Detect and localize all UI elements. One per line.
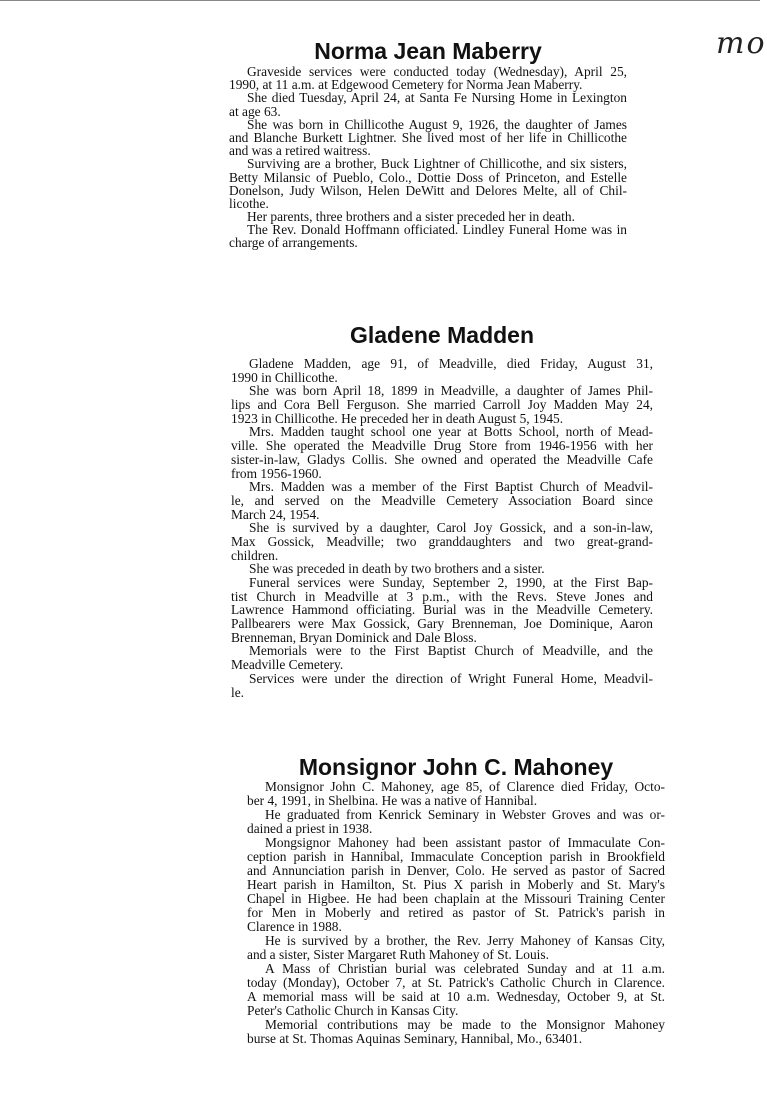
text-line: Mrs. Madden was a member of the First Baptist Church of Meadvil-: [249, 479, 653, 495]
obituary-body: [231, 357, 653, 699]
text-line: Heart parish in Hamilton, St. Pius X parish in Moberly and St. Mary's: [247, 877, 665, 892]
obituary-title: Norma Jean Maberry: [314, 38, 542, 64]
text-line: ville. She operated the Meadville Drug Store from 1946-1956 with her: [231, 438, 653, 454]
paragraph: [231, 480, 653, 521]
text-line: ception parish in Hannibal, Immaculate Conception parish in Brookfield: [247, 849, 665, 864]
text-line: from 1956-1960.: [231, 465, 322, 481]
text-line: today (Monday), October 7, at St. Patrick's Catholic Church in Clarence.: [247, 975, 665, 990]
text-line: 1990, at 11 a.m. at Edgewood Cemetery for Norma Jean Maberry.: [229, 77, 583, 93]
text-line: She was born April 18, 1899 in Meadville, a daughter of James Phil-: [249, 383, 653, 399]
text-line: Her parents, three brothers and a sister preceded her in death.: [247, 209, 575, 225]
text-line: Funeral services were Sunday, September 2, 1990, at the First Bap-: [249, 575, 653, 590]
obituary-title: Gladene Madden: [349, 322, 535, 348]
text-line: She is survived by a daughter, Carol Joy Gossick, and a son-in-law,: [249, 520, 653, 536]
text-line: and a sister, Sister Margaret Ruth Mahoney of St. Louis.: [247, 947, 549, 962]
text-line: Chapel in Higbee. He had been chaplain at the Missouri Training Center: [247, 891, 665, 906]
obituary-body: [247, 780, 665, 1046]
text-line: She was born in Chillicothe August 9, 1926, the daughter of James: [247, 116, 627, 132]
text-line: ber 4, 1991, in Shelbina. He was a native of Hannibal.: [247, 793, 538, 808]
text-line: le.: [231, 684, 245, 700]
text-line: dained a priest in 1938.: [247, 821, 373, 836]
text-line: sister-in-law, Gladys Collis. She owned and operated the Meadville Cafe: [231, 451, 653, 467]
paragraph: [247, 934, 665, 962]
text-line: Max Gossick, Meadville; two granddaughters and two great-grand-: [231, 533, 653, 549]
text-line: Mrs. Madden taught school one year at Botts School, north of Mead-: [249, 424, 653, 440]
page-top-border: [0, 0, 760, 1]
obituary-gladene-madden: [231, 322, 653, 699]
text-line: Monsignor John C. Mahoney, age 85, of Clarence died Friday, Octo-: [265, 779, 665, 794]
paragraph: [231, 425, 653, 480]
text-line: Mongsignor Mahoney had been assistant pastor of Immaculate Con-: [265, 835, 665, 850]
text-line: Brenneman, Bryan Dominick and Dale Bloss.: [231, 629, 477, 645]
text-line: and Annunciation parish in Denver, Colo. He served as pastor of Sacred: [247, 863, 665, 878]
paragraph: [229, 223, 627, 249]
obituary-john-c-mahoney: [247, 754, 665, 1046]
text-line: A Mass of Christian burial was celebrated Sunday and at 11 a.m.: [265, 961, 665, 976]
paragraph: [231, 521, 653, 562]
text-line: He graduated from Kenrick Seminary in Webster Groves and was or-: [265, 807, 665, 822]
text-line: Graveside services were conducted today (Wednesday), April 25,: [247, 64, 627, 79]
text-line: children.: [231, 547, 279, 563]
paragraph: [247, 780, 665, 808]
paragraph: [229, 118, 627, 158]
text-line: A memorial mass will be said at 10 a.m. Wednesday, October 9, at St.: [247, 989, 665, 1004]
text-line: Clarence in 1988.: [247, 919, 342, 934]
text-line: Betty Milansic of Pueblo, Colo., Dottie Doss of Princeton, and Estelle: [229, 169, 627, 185]
text-line: licothe.: [229, 195, 269, 211]
paragraph: [231, 672, 653, 699]
text-line: Donelson, Judy Wilson, Helen DeWitt and Delores Melte, all of Chil-: [229, 182, 627, 198]
paragraph: [247, 836, 665, 934]
text-line: lips and Cora Bell Ferguson. She married Carroll Joy Madden May 24,: [231, 397, 653, 413]
paragraph: [231, 576, 653, 644]
text-line: Memorials were to the First Baptist Church of Meadville, and the: [249, 643, 653, 659]
text-line: and Blanche Burkett Lightner. She lived most of her life in Chillicothe: [229, 129, 627, 145]
paragraph: [247, 1018, 665, 1046]
obituary-title: Monsignor John C. Mahoney: [298, 754, 614, 780]
paragraph: [231, 562, 653, 576]
text-line: le, and served on the Meadville Cemetery Association Board since: [231, 492, 653, 508]
paragraph: [247, 808, 665, 836]
text-line: Lawrence Hammond officiating. Burial was in the Meadville Cemetery.: [231, 602, 653, 618]
handwritten-note: mo: [716, 26, 767, 61]
text-line: She was preceded in death by two brothers and a sister.: [249, 561, 545, 577]
text-line: burse at St. Thomas Aquinas Seminary, Hannibal, Mo., 63401.: [247, 1031, 583, 1046]
text-line: Meadville Cemetery.: [231, 657, 344, 673]
text-line: charge of arrangements.: [229, 235, 358, 251]
paragraph: [229, 91, 627, 117]
text-line: He is survived by a brother, the Rev. Jerry Mahoney of Kansas City,: [265, 933, 665, 948]
paragraph: [231, 357, 653, 384]
text-line: Peter's Catholic Church in Kansas City.: [247, 1003, 459, 1018]
paragraph: [229, 157, 627, 210]
text-line: Surviving are a brother, Buck Lightner of Chillicothe, and six sisters,: [247, 156, 627, 172]
text-line: Memorial contributions may be made to the Monsignor Mahoney: [265, 1017, 665, 1032]
obituary-body: [229, 65, 627, 250]
text-line: She died Tuesday, April 24, at Santa Fe Nursing Home in Lexington: [247, 90, 627, 106]
text-line: 1923 in Chillicothe. He preceded her in death August 5, 1945.: [231, 410, 564, 426]
text-line: The Rev. Donald Hoffmann officiated. Lindley Funeral Home was in: [247, 222, 627, 238]
text-line: Pallbearers were Max Gossick, Gary Brenneman, Joe Dominique, Aaron: [231, 616, 653, 632]
text-line: tist Church in Meadville at 3 p.m., with the Revs. Steve Jones and: [231, 588, 653, 604]
paragraph: [247, 962, 665, 1018]
obituary-norma-jean-maberry: [229, 38, 627, 250]
paragraph: [229, 65, 627, 91]
text-line: March 24, 1954.: [231, 506, 320, 522]
text-line: and was a retired waitress.: [229, 143, 371, 159]
text-line: Gladene Madden, age 91, of Meadville, died Friday, August 31,: [249, 356, 653, 371]
text-line: Services were under the direction of Wright Funeral Home, Meadvil-: [249, 670, 653, 686]
text-line: for Men in Moberly and retired as pastor of St. Patrick's parish in: [247, 905, 665, 920]
text-line: at age 63.: [229, 103, 281, 119]
paragraph: [231, 384, 653, 425]
paragraph: [231, 644, 653, 671]
text-line: 1990 in Chillicothe.: [231, 369, 338, 385]
